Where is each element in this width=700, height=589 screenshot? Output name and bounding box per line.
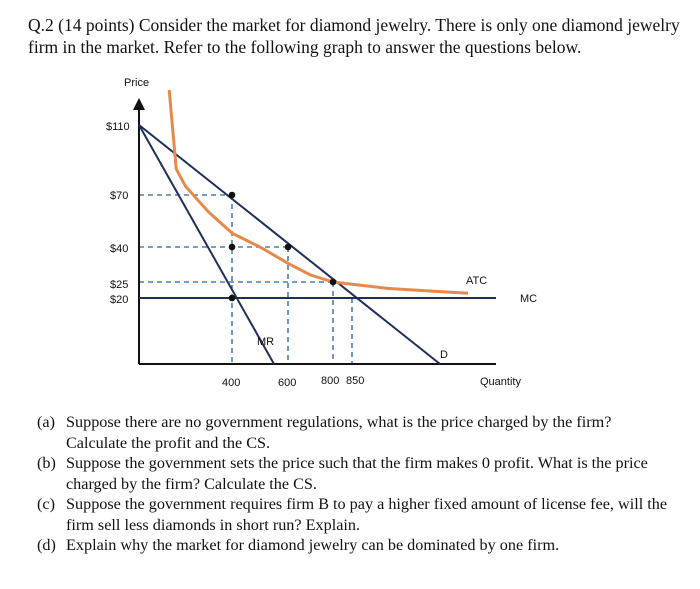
sub-question-tag: (b) xyxy=(37,454,56,472)
curve-atc xyxy=(169,90,468,293)
series-label-mr: MR xyxy=(257,336,275,348)
point-400-40 xyxy=(229,244,236,251)
curves xyxy=(139,90,496,364)
y-axis-title: Price xyxy=(124,77,150,89)
point-800-25 xyxy=(330,279,337,286)
sub-question-line: firm sell less diamonds in short run? Explain. xyxy=(66,515,361,534)
sub-question-line: charged by the firm? Calculate the CS. xyxy=(66,474,317,493)
sub-question-line: Calculate the profit and the CS. xyxy=(66,433,271,452)
sub-question-line: Suppose the government requires firm B to pay a higher fixed amount of license fee, will the xyxy=(66,495,668,513)
sub-questions xyxy=(37,412,692,556)
sub-question-line: Suppose there are no government regulations, what is the price charged by the firm? xyxy=(66,413,612,431)
sub-question-tag: (c) xyxy=(37,495,55,513)
point-400-70 xyxy=(229,192,236,199)
sub-question xyxy=(37,412,692,453)
axes xyxy=(133,98,496,364)
y-tick-20: $20 xyxy=(110,294,129,306)
sub-question-tag: (d) xyxy=(37,536,56,554)
x-tick-850: 850 xyxy=(346,375,365,387)
question-line-2: firm in the market. Refer to the following graph to answer the questions below. xyxy=(28,37,582,57)
point-600-40 xyxy=(285,244,292,251)
series-label-mc: MC xyxy=(520,293,538,305)
y-axis-arrow xyxy=(133,98,145,110)
x-tick-800: 800 xyxy=(321,375,340,387)
series-label-atc: ATC xyxy=(466,275,488,287)
y-tick-110: $110 xyxy=(106,121,130,133)
series-label-d: D xyxy=(440,349,448,361)
sub-question-line: Explain why the market for diamond jewelry can be dominated by one firm. xyxy=(66,536,560,554)
x-tick-600: 600 xyxy=(278,377,297,389)
point-400-20 xyxy=(229,295,236,302)
sub-question-tag: (a) xyxy=(37,413,55,431)
sub-question xyxy=(37,535,692,556)
y-tick-25: $25 xyxy=(110,279,129,291)
y-tick-40: $40 xyxy=(110,243,129,255)
sub-question xyxy=(37,494,692,535)
x-tick-400: 400 xyxy=(222,377,241,389)
sub-question-line: Suppose the government sets the price such that the firm makes 0 profit. What is the price xyxy=(66,454,648,472)
sub-question xyxy=(37,453,692,494)
x-axis-title: Quantity xyxy=(480,376,521,388)
y-tick-70: $70 xyxy=(110,190,129,202)
question-line-1: Q.2 (14 points) Consider the market for diamond jewelry. There is only one diamond jewelry xyxy=(28,15,680,35)
